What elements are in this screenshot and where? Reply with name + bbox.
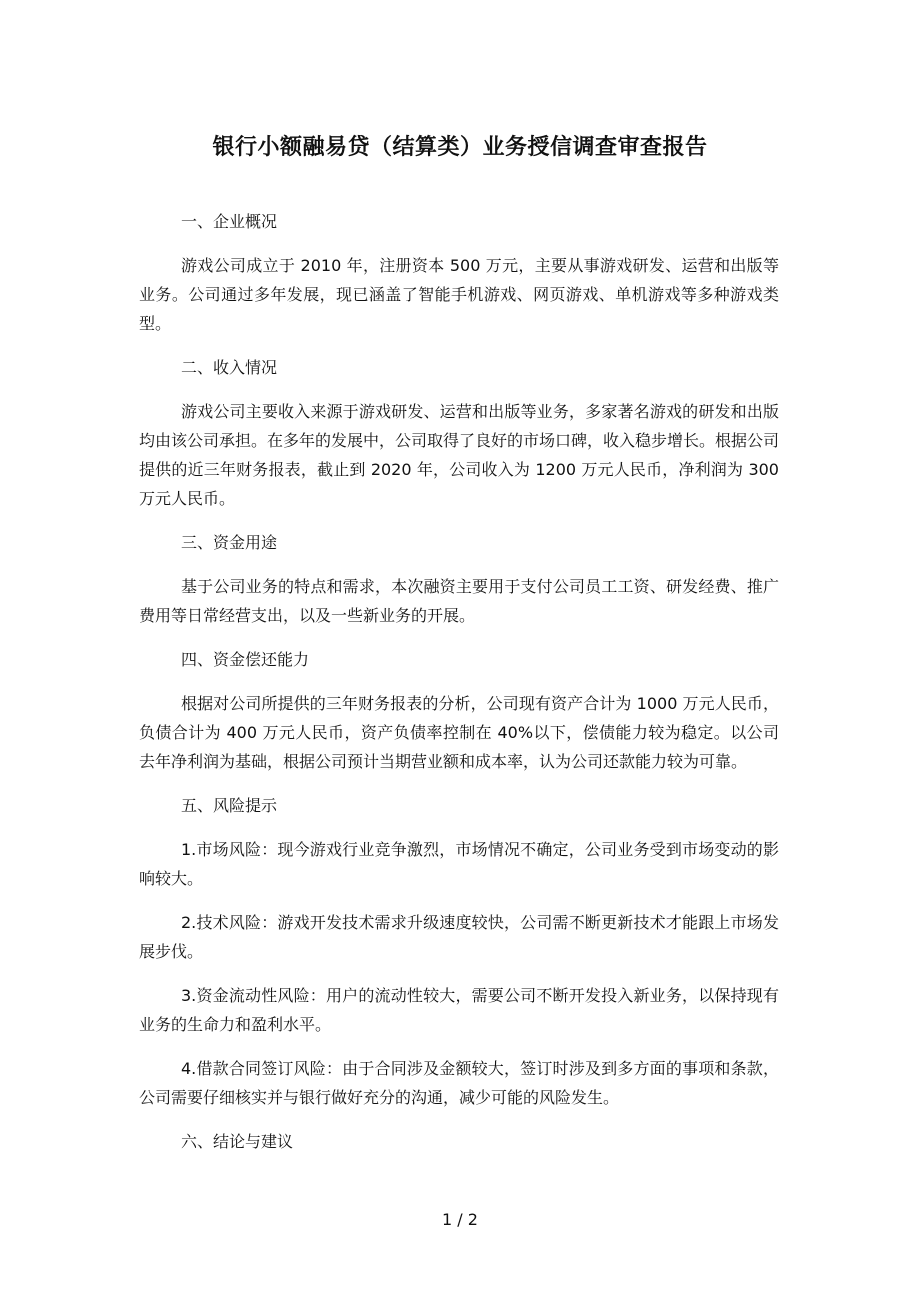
section-heading: 六、结论与建议 [181, 1132, 294, 1151]
risk-item-technology: 2.技术风险：游戏开发技术需求升级速度较快，公司需不断更新技术才能跟上市场发展步伐。 [139, 913, 779, 961]
section-repayment-ability [139, 645, 779, 776]
paragraph: 基于公司业务的特点和需求，本次融资主要用于支付公司员工工资、研发经费、推广费用等日常经营支出，以及一些新业务的开展。 [139, 577, 779, 625]
section-conclusion [139, 1127, 779, 1156]
section-heading: 四、资金偿还能力 [181, 650, 310, 669]
risk-item-liquidity: 3.资金流动性风险：用户的流动性较大，需要公司不断开发投入新业务，以保持现有业务的生命力和盈利水平。 [139, 986, 779, 1034]
section-heading: 五、风险提示 [181, 796, 278, 815]
section-heading: 二、收入情况 [181, 358, 278, 377]
paragraph: 游戏公司主要收入来源于游戏研发、运营和出版等业务，多家著名游戏的研发和出版均由该公司承担。在多年的发展中，公司取得了良好的市场口碑，收入稳步增长。根据公司提供的近三年财务报表，截止到 2020 年，公司收入为 1200 万元人民币，净利润为 300 万元人民币。 [139, 402, 780, 508]
page-number: 1 / 2 [442, 1210, 478, 1229]
section-fund-usage [139, 528, 779, 630]
section-heading: 一、企业概况 [181, 212, 278, 231]
risk-item-contract: 4.借款合同签订风险：由于合同涉及金额较大，签订时涉及到多方面的事项和条款，公司需要仔细核实并与银行做好充分的沟通，减少可能的风险发生。 [139, 1059, 779, 1107]
risk-item-market: 1.市场风险：现今游戏行业竞争激烈，市场情况不确定，公司业务受到市场变动的影响较大。 [139, 840, 779, 888]
section-company-overview [139, 207, 779, 338]
document-body [139, 207, 779, 1171]
paragraph: 根据对公司所提供的三年财务报表的分析，公司现有资产合计为 1000 万元人民币，负债合计为 400 万元人民币，资产负债率控制在 40%以下，偿债能力较为稳定。以公司去年净利润为基础，根据公司预计当期营业额和成本率，认为公司还款能力较为可靠。 [139, 694, 779, 771]
section-risk-warning [139, 791, 779, 1112]
section-income [139, 353, 779, 513]
paragraph: 游戏公司成立于 2010 年，注册资本 500 万元，主要从事游戏研发、运营和出版等业务。公司通过多年发展，现已涵盖了智能手机游戏、网页游戏、单机游戏等多种游戏类型。 [139, 256, 779, 333]
section-heading: 三、资金用途 [181, 533, 278, 552]
document-title: 银行小额融易贷（结算类）业务授信调查审查报告 [212, 135, 708, 160]
